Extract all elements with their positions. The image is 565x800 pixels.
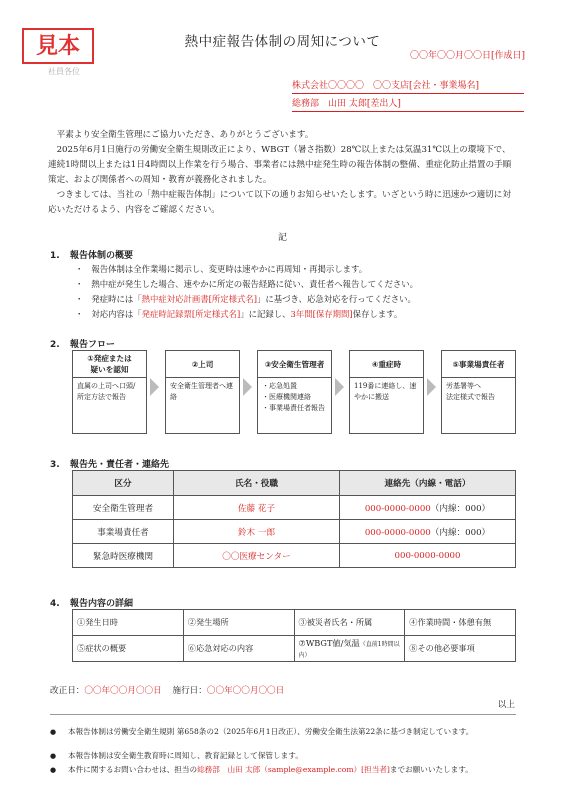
ki-marker: 記 [277,233,287,243]
section-1-title: 報告体制の概要 [70,251,134,261]
table-row [73,544,516,568]
flow-arrow-icon [150,378,159,396]
table-row [73,520,516,544]
bullet-dot-icon: ● [50,752,57,760]
bullet-dot-icon: ● [50,766,57,774]
name-cell: 〇〇医療センター [174,544,340,568]
detail-item: ③被災者氏名・所属 [294,610,405,636]
detail-item: ⑦WBGT値/気温（直前1時間以内） [294,636,405,662]
section-4-number: 4. [50,599,60,609]
bullet-3: ・ 発症時には「熱中症対応計画書[所定様式名]」に基づき、応急対応を行ってください。 [75,292,418,307]
flow-step-3 [257,350,332,434]
name-cell: 佐藤 花子 [174,496,340,520]
column-header: 区分 [73,471,174,496]
flow-step-3-head: ③安全衛生管理者 [258,351,331,378]
section-2-heading [50,337,115,350]
document-title: 熱中症報告体制の周知について [184,34,381,50]
detail-item: ②発生場所 [183,610,294,636]
bullet-4: ・ 対応内容は「発症時記録票[所定様式名]」に記録し、3年間[保存期間]保存します。 [75,307,418,322]
contact-cell: 000-0000-0000（内線：000） [340,520,516,544]
sample-stamp-sub: 社員各位 [48,67,80,76]
note-3: ● 本件に関するお問い合わせは、担当の総務部 山田 太郎（sample@example.com）[担当者]までお願いいたします。 [50,765,473,774]
category-cell: 緊急時医療機関 [73,544,174,568]
detail-item: ⑧その他必要事項 [405,636,516,662]
contacts-table [72,470,516,568]
detail-item: ⑤症状の概要 [73,636,184,662]
detail-item: ④作業時間・体憩有無 [405,610,516,636]
sample-stamp: 見本 [22,28,94,64]
section-2-title: 報告フロー [70,340,116,350]
section-4-heading [50,596,133,609]
section-4-title: 報告内容の詳細 [70,599,134,609]
flow-step-4-body: 119番に連絡し、速やかに搬送 [354,382,417,401]
intro-paragraph-1: 平素より安全衛生管理にご協力いただき、ありがとうございます。 [56,130,314,140]
flow-step-1-body: 直属の上司へ口頭/所定方法で報告 [77,382,136,401]
details-table [72,609,516,662]
company-name: 株式会社〇〇〇〇 〇〇支店[会社・事業場名] [292,78,524,94]
detail-item: ⑥応急対応の内容 [183,636,294,662]
flow-step-3-body: ・応急処置 ・医療機関連絡 ・事業場責任者報告 [262,382,325,412]
section-1-heading [50,248,133,261]
section-2-number: 2. [50,340,60,350]
flow-arrow-icon [335,378,344,396]
column-header: 氏名・役職 [174,471,340,496]
name-cell: 鈴木 一郎 [174,520,340,544]
section-3-heading [50,457,169,470]
ijou-marker: 以上 [497,700,515,710]
intro-text [48,128,518,218]
flow-step-4 [349,350,424,434]
flow-step-1 [72,350,147,434]
flow-step-5-body: 労基署等へ 法定様式で報告 [446,382,495,401]
creation-date: 〇〇年〇〇月〇〇日[作成日] [409,51,525,61]
table-row [73,636,516,662]
detail-item: ①発生日時 [73,610,184,636]
category-cell: 事業場責任者 [73,520,174,544]
divider [50,714,516,715]
flow-arrow-icon [243,378,252,396]
table-row [73,610,516,636]
flow-step-2-head: ②上司 [166,351,239,378]
flow-step-4-head: ④重症時 [350,351,423,378]
note-2: ● 本報告体制は安全衛生教育時に周知し、教育記録として保管します。 [50,751,303,760]
bullet-2: ・ 熱中症が発生した場合、速やかに所定の報告経路に従い、責任者へ報告してください。 [75,277,418,292]
section-1-number: 1. [50,251,60,261]
flow-arrow-icon [427,378,436,396]
contact-cell: 000-0000-0000（内線：000） [340,496,516,520]
category-cell: 安全衛生管理者 [73,496,174,520]
section-3-number: 3. [50,460,60,470]
intro-paragraph-3: つきましては、当社の「熱中症報告体制」について以下の通りお知らせいたします。いざという時に迅速かつ適切に対応いただけるよう、内容をご確認ください。 [48,190,511,215]
flow-step-5-head: ⑤事業場責任者 [442,351,515,378]
table-header-row [73,471,516,496]
flow-step-5 [441,350,516,434]
sender-name: 総務部 山田 太郎[差出人] [292,96,524,112]
flow-step-2 [165,350,240,434]
note-1: ● 本報告体制は労働安全衛生規則 第658条の2（2025年6月1日改正）、労働安全衛生法第22条に基づき制定しています。 [50,727,474,736]
table-row [73,496,516,520]
section-3-title: 報告先・責任者・連絡先 [70,460,170,470]
intro-paragraph-2: 2025年6月1日施行の労働安全衛生規則改正により、WBGT（暑さ指数）28℃以上または気温31℃以上の環境下で、連続1時間以上または1日4時間以上作業を行う場合、事業者には熱中症発生時の報告体制の整備、重症化防止措置の手順策定、および関係者への周知・教育が義務化されました。 [48,145,512,185]
flow-step-1-head: ①発症または 疑いを認知 [73,351,146,378]
flow-step-2-body: 安全衛生管理者へ連絡 [170,382,233,401]
section-1-bullets [75,262,418,322]
column-header: 連絡先（内線・電話） [340,471,516,496]
bullet-dot-icon: ● [50,728,57,736]
revision-dates: 改正日：〇〇年〇〇月〇〇日 施行日：〇〇年〇〇月〇〇日 [50,686,285,696]
contact-cell: 000-0000-0000 [340,544,516,568]
bullet-1: ・ 報告体制は全作業場に掲示し、変更時は速やかに再周知・再掲示します。 [75,262,418,277]
